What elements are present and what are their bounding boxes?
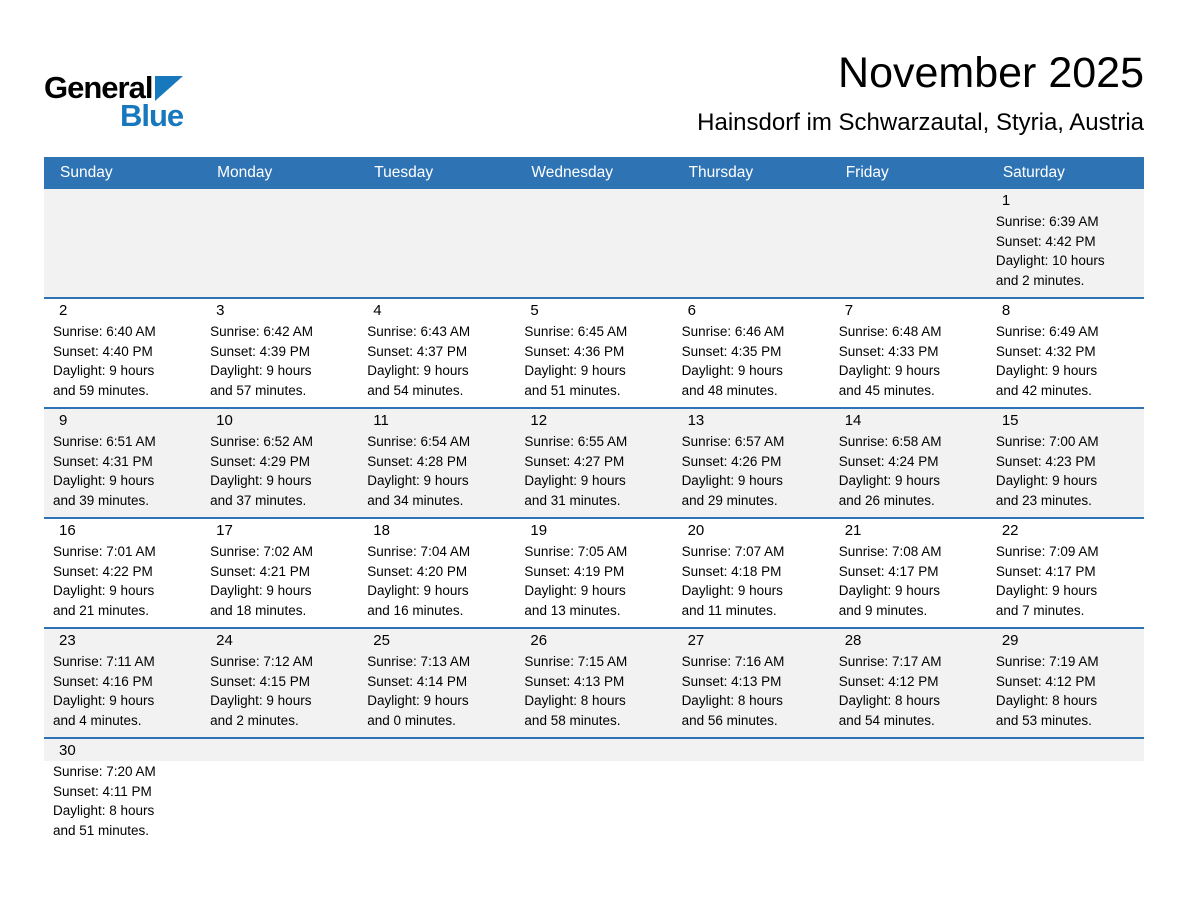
day-number: 11: [373, 412, 389, 430]
day-number: 19: [530, 522, 548, 540]
daylight-text: Daylight: 9 hours: [210, 583, 312, 599]
daylight-text-line2: and 7 minutes.: [995, 602, 1085, 618]
day-info: [987, 651, 1144, 730]
day-cell-21: [830, 519, 987, 627]
sunrise-text: Sunrise: 6:55 AM: [524, 434, 628, 450]
daylight-text: Daylight: 8 hours: [838, 693, 941, 709]
daylight-text: Daylight: 8 hours: [681, 693, 783, 709]
day-number: 13: [687, 412, 705, 430]
daylight-text-line2: and 26 minutes.: [838, 492, 935, 508]
daylight-text: Daylight: 9 hours: [53, 363, 155, 379]
daylight-text-line2: and 13 minutes.: [524, 602, 621, 618]
day-info: [44, 761, 201, 840]
day-number: 15: [1001, 412, 1019, 430]
sunrise-text: Sunrise: 7:04 AM: [367, 544, 471, 560]
sunrise-text: Sunrise: 7:01 AM: [53, 544, 156, 560]
day-info: [515, 431, 672, 510]
sunrise-text: Sunrise: 6:51 AM: [53, 434, 156, 450]
day-info: [673, 431, 830, 510]
sunrise-text: Sunrise: 7:11 AM: [53, 654, 155, 670]
daylight-text-line2: and 58 minutes.: [524, 712, 621, 728]
day-number: 30: [59, 742, 76, 760]
day-cell-10: [201, 409, 358, 517]
day-number: 7: [844, 302, 854, 320]
daylight-text: Daylight: 9 hours: [367, 363, 469, 379]
day-info: [673, 541, 830, 620]
logo-text-blue: Blue: [120, 98, 184, 133]
daylight-text: Daylight: 9 hours: [367, 473, 469, 489]
daylight-text-line2: and 2 minutes.: [995, 272, 1085, 288]
day-cell-5: [515, 299, 672, 407]
day-info: [987, 321, 1144, 400]
weekday-header: [44, 157, 1144, 189]
sunset-text: Sunset: 4:22 PM: [53, 563, 153, 579]
daylight-text: Daylight: 9 hours: [367, 693, 469, 709]
daylight-text: Daylight: 8 hours: [995, 693, 1098, 709]
day-info: [44, 321, 201, 400]
daylight-text-line2: and 56 minutes.: [681, 712, 778, 728]
sunrise-text: Sunrise: 7:09 AM: [995, 544, 1099, 560]
day-cell-22: [987, 519, 1144, 627]
day-cell-7: [830, 299, 987, 407]
sunset-text: Sunset: 4:20 PM: [367, 563, 468, 579]
empty-day-cell: [830, 189, 987, 297]
sunset-text: Sunset: 4:12 PM: [838, 673, 939, 689]
daylight-text-line2: and 23 minutes.: [995, 492, 1092, 508]
sunset-text: Sunset: 4:27 PM: [524, 453, 625, 469]
day-cell-12: [515, 409, 672, 517]
sunset-text: Sunset: 4:36 PM: [524, 343, 625, 359]
empty-day-cell: [358, 739, 515, 840]
day-info: [673, 651, 830, 730]
sunrise-text: Sunrise: 6:49 AM: [995, 324, 1099, 340]
daylight-text-line2: and 11 minutes.: [681, 602, 777, 618]
day-number: 2: [59, 302, 68, 320]
empty-day-cell: [201, 739, 358, 840]
daylight-text: Daylight: 9 hours: [524, 473, 626, 489]
day-info: [515, 541, 672, 620]
day-cell-24: [201, 629, 358, 737]
week-row-3: [44, 407, 1144, 517]
day-cell-25: [358, 629, 515, 737]
daylight-text-line2: and 54 minutes.: [367, 382, 464, 398]
daylight-text-line2: and 37 minutes.: [210, 492, 307, 508]
daylight-text: Daylight: 9 hours: [53, 693, 155, 709]
day-info: [515, 651, 672, 730]
sunrise-text: Sunrise: 7:17 AM: [838, 654, 942, 670]
day-number: 23: [59, 632, 76, 650]
day-number: 20: [687, 522, 705, 540]
sunset-text: Sunset: 4:40 PM: [53, 343, 153, 359]
day-info: [44, 541, 201, 620]
sunrise-text: Sunrise: 6:39 AM: [995, 214, 1099, 230]
day-info: [44, 651, 201, 730]
sunset-text: Sunset: 4:17 PM: [838, 563, 939, 579]
daylight-text: Daylight: 9 hours: [210, 693, 312, 709]
week-row-2: [44, 297, 1144, 407]
sunrise-text: Sunrise: 7:20 AM: [53, 764, 156, 780]
day-number: 14: [844, 412, 862, 430]
day-cell-1: [987, 189, 1144, 297]
daylight-text-line2: and 18 minutes.: [210, 602, 307, 618]
day-number: 25: [373, 632, 390, 650]
day-cell-26: [515, 629, 672, 737]
daylight-text-line2: and 45 minutes.: [838, 382, 935, 398]
sunset-text: Sunset: 4:12 PM: [995, 673, 1096, 689]
daylight-text-line2: and 4 minutes.: [53, 712, 142, 728]
empty-day-cell: [987, 739, 1144, 840]
day-cell-18: [358, 519, 515, 627]
day-info: [830, 541, 987, 620]
logo-text-general: General: [44, 70, 153, 105]
day-cell-6: [673, 299, 830, 407]
day-info: [515, 321, 672, 400]
day-info: [201, 651, 358, 730]
daylight-text-line2: and 21 minutes.: [53, 602, 150, 618]
sunset-text: Sunset: 4:42 PM: [995, 233, 1096, 249]
daylight-text: Daylight: 9 hours: [995, 473, 1098, 489]
day-number: 9: [59, 412, 68, 430]
week-row-5: [44, 627, 1144, 737]
day-number: 5: [530, 302, 539, 320]
daylight-text-line2: and 29 minutes.: [681, 492, 778, 508]
sunset-text: Sunset: 4:35 PM: [681, 343, 782, 359]
day-info: [358, 541, 515, 620]
daylight-text-line2: and 51 minutes.: [53, 822, 150, 838]
daylight-text: Daylight: 9 hours: [210, 473, 312, 489]
day-cell-11: [358, 409, 515, 517]
daylight-text-line2: and 42 minutes.: [995, 382, 1092, 398]
day-cell-29: [987, 629, 1144, 737]
sunrise-text: Sunrise: 7:13 AM: [367, 654, 471, 670]
sunset-text: Sunset: 4:32 PM: [995, 343, 1096, 359]
empty-day-cell: [44, 189, 201, 297]
sunset-text: Sunset: 4:18 PM: [681, 563, 782, 579]
day-info: [987, 211, 1144, 290]
week-row-6: [44, 737, 1144, 850]
page-header: [44, 50, 1144, 137]
daylight-text: Daylight: 8 hours: [524, 693, 626, 709]
sunrise-text: Sunrise: 6:54 AM: [367, 434, 471, 450]
sunset-text: Sunset: 4:14 PM: [367, 673, 468, 689]
day-info: [830, 321, 987, 400]
day-cell-28: [830, 629, 987, 737]
daylight-text: Daylight: 9 hours: [524, 583, 626, 599]
day-info: [987, 431, 1144, 510]
general-blue-logo: [44, 50, 183, 131]
empty-day-cell: [673, 739, 830, 840]
daylight-text-line2: and 54 minutes.: [838, 712, 935, 728]
daylight-text: Daylight: 9 hours: [838, 583, 941, 599]
sunrise-text: Sunrise: 6:43 AM: [367, 324, 471, 340]
sunset-text: Sunset: 4:17 PM: [995, 563, 1096, 579]
daylight-text-line2: and 2 minutes.: [210, 712, 299, 728]
daylight-text: Daylight: 9 hours: [995, 583, 1098, 599]
day-cell-19: [515, 519, 672, 627]
day-cell-3: [201, 299, 358, 407]
day-number: 21: [844, 522, 862, 540]
daylight-text: Daylight: 9 hours: [524, 363, 626, 379]
empty-day-cell: [358, 189, 515, 297]
sunrise-text: Sunrise: 7:02 AM: [210, 544, 313, 560]
weekday-thursday: Thursday: [688, 164, 754, 182]
sunset-text: Sunset: 4:31 PM: [53, 453, 153, 469]
day-cell-2: [44, 299, 201, 407]
sunrise-text: Sunrise: 7:15 AM: [524, 654, 628, 670]
day-info: [201, 321, 358, 400]
empty-day-cell: [515, 739, 672, 840]
sunrise-text: Sunrise: 6:48 AM: [838, 324, 942, 340]
day-info: [830, 431, 987, 510]
day-number: 22: [1001, 522, 1019, 540]
daylight-text: Daylight: 9 hours: [681, 583, 783, 599]
day-cell-27: [673, 629, 830, 737]
daylight-text-line2: and 48 minutes.: [681, 382, 778, 398]
sunset-text: Sunset: 4:24 PM: [838, 453, 939, 469]
week-row-4: [44, 517, 1144, 627]
title-block: [697, 50, 1144, 137]
day-number: 28: [844, 632, 862, 650]
day-info: [830, 651, 987, 730]
sunset-text: Sunset: 4:29 PM: [210, 453, 310, 469]
day-info: [44, 431, 201, 510]
sunset-text: Sunset: 4:15 PM: [210, 673, 310, 689]
daylight-text-line2: and 39 minutes.: [53, 492, 150, 508]
day-number: 16: [59, 522, 76, 540]
sunrise-text: Sunrise: 7:08 AM: [838, 544, 942, 560]
day-number: 1: [1001, 192, 1011, 210]
day-cell-4: [358, 299, 515, 407]
day-number: 29: [1001, 632, 1019, 650]
sunrise-text: Sunrise: 6:57 AM: [681, 434, 785, 450]
weekday-saturday: Saturday: [1002, 164, 1065, 182]
sunset-text: Sunset: 4:19 PM: [524, 563, 625, 579]
sunrise-text: Sunrise: 6:52 AM: [210, 434, 313, 450]
sunrise-text: Sunrise: 7:05 AM: [524, 544, 628, 560]
sunrise-text: Sunrise: 6:42 AM: [210, 324, 313, 340]
day-info: [201, 431, 358, 510]
sunset-text: Sunset: 4:23 PM: [995, 453, 1096, 469]
daylight-text-line2: and 53 minutes.: [995, 712, 1092, 728]
daylight-text: Daylight: 9 hours: [210, 363, 312, 379]
day-cell-16: [44, 519, 201, 627]
location-subtitle: Hainsdorf im Schwarzautal, Styria, Austria: [697, 109, 1144, 137]
day-number: 12: [530, 412, 548, 430]
sunrise-text: Sunrise: 6:58 AM: [838, 434, 942, 450]
daylight-text-line2: and 9 minutes.: [838, 602, 928, 618]
daylight-text: Daylight: 8 hours: [53, 803, 155, 819]
sunset-text: Sunset: 4:37 PM: [367, 343, 468, 359]
calendar: [44, 157, 1144, 850]
sunset-text: Sunset: 4:11 PM: [53, 783, 152, 799]
month-title: November 2025: [838, 49, 1144, 97]
day-number: 17: [216, 522, 233, 540]
day-number: 18: [373, 522, 390, 540]
sunrise-text: Sunrise: 7:00 AM: [995, 434, 1099, 450]
sunset-text: Sunset: 4:39 PM: [210, 343, 310, 359]
empty-day-cell: [515, 189, 672, 297]
day-number: 6: [687, 302, 696, 320]
daylight-text-line2: and 0 minutes.: [367, 712, 456, 728]
sunrise-text: Sunrise: 7:19 AM: [995, 654, 1099, 670]
daylight-text: Daylight: 9 hours: [681, 473, 783, 489]
sunrise-text: Sunrise: 6:45 AM: [524, 324, 628, 340]
daylight-text-line2: and 59 minutes.: [53, 382, 150, 398]
sunrise-text: Sunrise: 6:40 AM: [53, 324, 156, 340]
day-number: 8: [1001, 302, 1011, 320]
day-info: [987, 541, 1144, 620]
sunset-text: Sunset: 4:28 PM: [367, 453, 468, 469]
empty-day-cell: [673, 189, 830, 297]
day-info: [358, 321, 515, 400]
day-info: [358, 431, 515, 510]
daylight-text: Daylight: 9 hours: [53, 473, 155, 489]
sunrise-text: Sunrise: 6:46 AM: [681, 324, 785, 340]
sunrise-text: Sunrise: 7:12 AM: [210, 654, 313, 670]
weekday-wednesday: Wednesday: [531, 164, 613, 182]
day-info: [358, 651, 515, 730]
daylight-text-line2: and 34 minutes.: [367, 492, 464, 508]
day-cell-30: [44, 739, 201, 840]
day-info: [673, 321, 830, 400]
sunset-text: Sunset: 4:13 PM: [681, 673, 782, 689]
daylight-text-line2: and 31 minutes.: [524, 492, 621, 508]
weekday-monday: Monday: [217, 164, 273, 182]
daylight-text: Daylight: 9 hours: [838, 473, 941, 489]
sunset-text: Sunset: 4:33 PM: [838, 343, 939, 359]
day-info: [201, 541, 358, 620]
day-cell-20: [673, 519, 830, 627]
day-number: 3: [216, 302, 225, 320]
sunset-text: Sunset: 4:16 PM: [53, 673, 153, 689]
sunrise-text: Sunrise: 7:07 AM: [681, 544, 785, 560]
day-number: 4: [373, 302, 382, 320]
daylight-text-line2: and 51 minutes.: [524, 382, 621, 398]
daylight-text: Daylight: 9 hours: [367, 583, 469, 599]
daylight-text: Daylight: 9 hours: [838, 363, 941, 379]
day-cell-13: [673, 409, 830, 517]
daylight-text-line2: and 57 minutes.: [210, 382, 307, 398]
day-number: 24: [216, 632, 233, 650]
calendar-weeks: [44, 189, 1144, 850]
weekday-tuesday: Tuesday: [374, 164, 434, 182]
daylight-text-line2: and 16 minutes.: [367, 602, 464, 618]
daylight-text: Daylight: 9 hours: [681, 363, 783, 379]
weekday-friday: Friday: [845, 164, 889, 182]
week-row-1: [44, 189, 1144, 297]
empty-day-cell: [830, 739, 987, 840]
day-cell-14: [830, 409, 987, 517]
empty-day-cell: [201, 189, 358, 297]
day-number: 26: [530, 632, 548, 650]
day-cell-23: [44, 629, 201, 737]
day-cell-8: [987, 299, 1144, 407]
day-number: 10: [216, 412, 233, 430]
daylight-text: Daylight: 9 hours: [53, 583, 155, 599]
weekday-sunday: Sunday: [60, 164, 113, 182]
day-cell-9: [44, 409, 201, 517]
sunset-text: Sunset: 4:21 PM: [210, 563, 310, 579]
day-number: 27: [687, 632, 705, 650]
day-cell-15: [987, 409, 1144, 517]
daylight-text: Daylight: 9 hours: [995, 363, 1098, 379]
sunset-text: Sunset: 4:26 PM: [681, 453, 782, 469]
sunset-text: Sunset: 4:13 PM: [524, 673, 625, 689]
sunrise-text: Sunrise: 7:16 AM: [681, 654, 785, 670]
day-cell-17: [201, 519, 358, 627]
daylight-text: Daylight: 10 hours: [995, 253, 1105, 269]
